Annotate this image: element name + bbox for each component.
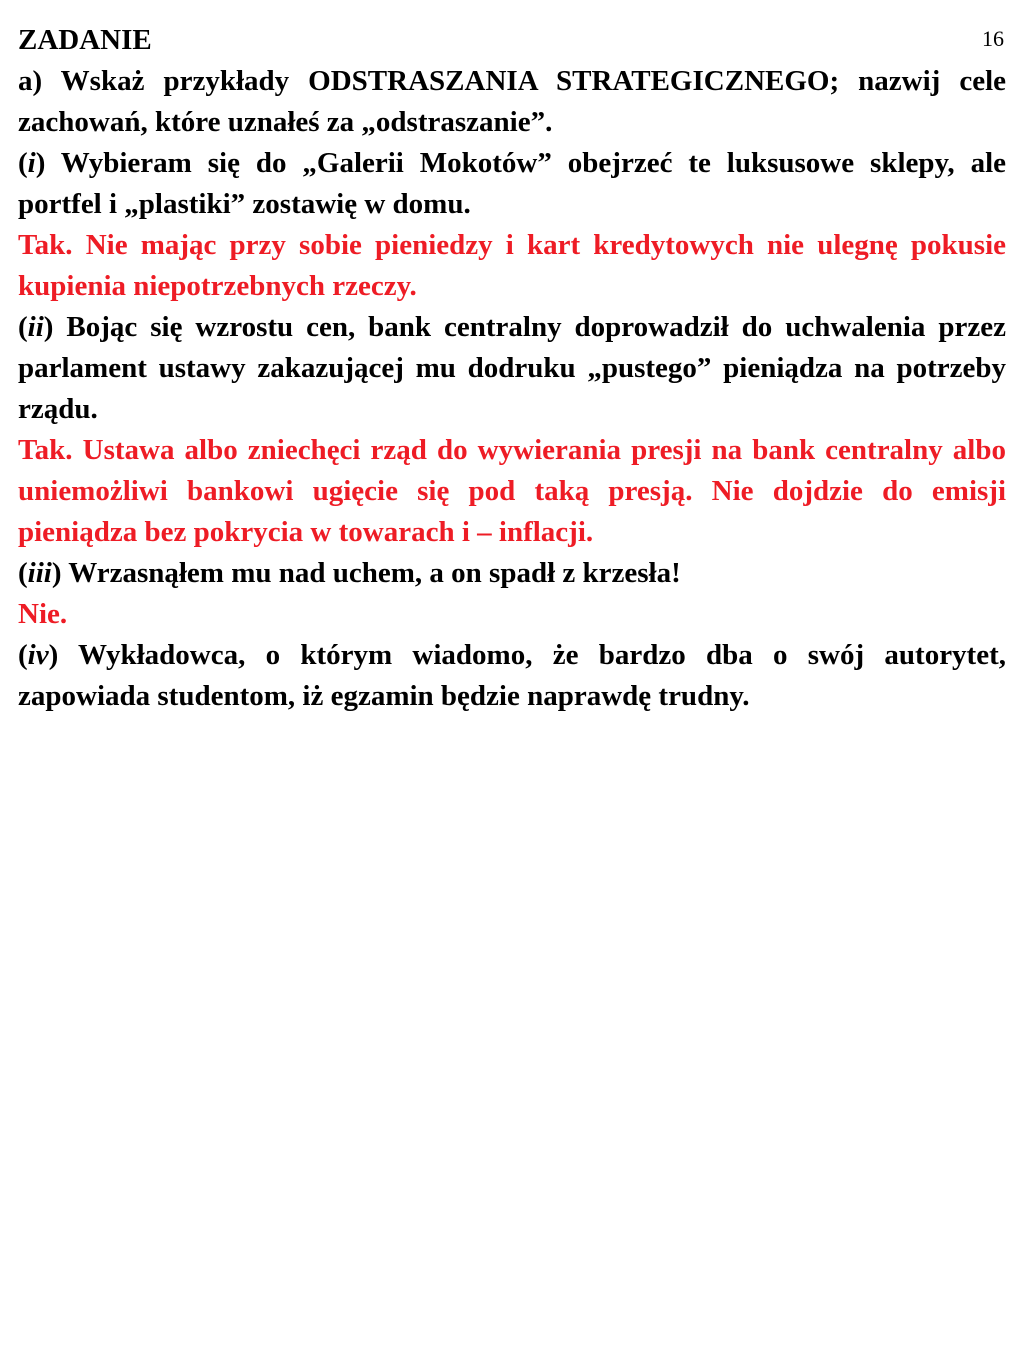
roman-numeral: iv (27, 639, 49, 671)
roman-numeral: i (27, 147, 36, 179)
question-i: (i) Wybieram się do „Galerii Mokotów” obejrzeć te luksusowe sklepy, ale portfel i „plastiki” zostawię w domu. (18, 147, 1006, 220)
roman-numeral: iii (27, 557, 52, 589)
answer-iii: Nie. (18, 598, 68, 630)
question-text: Bojąc się wzrostu cen, bank centralny doprowadził do uchwalenia przez parlament ustawy zakazującej mu dodruku „pustego” pieniądza na potrzeby rządu. (18, 311, 1006, 425)
question-text: Wybieram się do „Galerii Mokotów” obejrzeć te luksusowe sklepy, ale portfel i „plastiki” zostawię w domu. (18, 147, 1006, 220)
task-label: a) (18, 65, 43, 97)
document-body (18, 20, 1006, 717)
answer-i: Tak. Nie mając przy sobie pieniedzy i kart kredytowych nie ulegnę pokusie kupienia niepotrzebnych rzeczy. (18, 229, 1006, 302)
question-iii: (iii) Wrzasnąłem mu nad uchem, a on spadł z krzesła! (18, 557, 681, 589)
roman-numeral: ii (27, 311, 44, 343)
page-number: 16 (982, 26, 1004, 51)
question-text: Wrzasnąłem mu nad uchem, a on spadł z krzesła! (61, 557, 681, 589)
task-text: Wskaż przykłady ODSTRASZANIA STRATEGICZNEGO; nazwij cele zachowań, które uznałeś za „odstraszanie”. (18, 65, 1006, 138)
question-iv: (iv) Wykładowca, o którym wiadomo, że bardzo dba o swój autorytet, zapowiada studentom, iż egzamin będzie naprawdę trudny. (18, 639, 1006, 712)
question-text: Wykładowca, o którym wiadomo, że bardzo dba o swój autorytet, zapowiada studentom, iż egzamin będzie naprawdę trudny. (18, 639, 1006, 712)
question-ii: (ii) Bojąc się wzrostu cen, bank centralny doprowadził do uchwalenia przez parlament ustawy zakazującej mu dodruku „pustego” pieniądza na potrzeby rządu. (18, 311, 1006, 425)
task-heading: ZADANIE (18, 24, 152, 56)
task-instruction (18, 61, 1006, 143)
answer-ii: Tak. Ustawa albo zniechęci rząd do wywierania presji na bank centralny albo uniemożliwi bankowi ugięcie się pod taką presją. Nie dojdzie do emisji pieniądza bez pokrycia w towarach i – inflacji. (18, 434, 1006, 548)
